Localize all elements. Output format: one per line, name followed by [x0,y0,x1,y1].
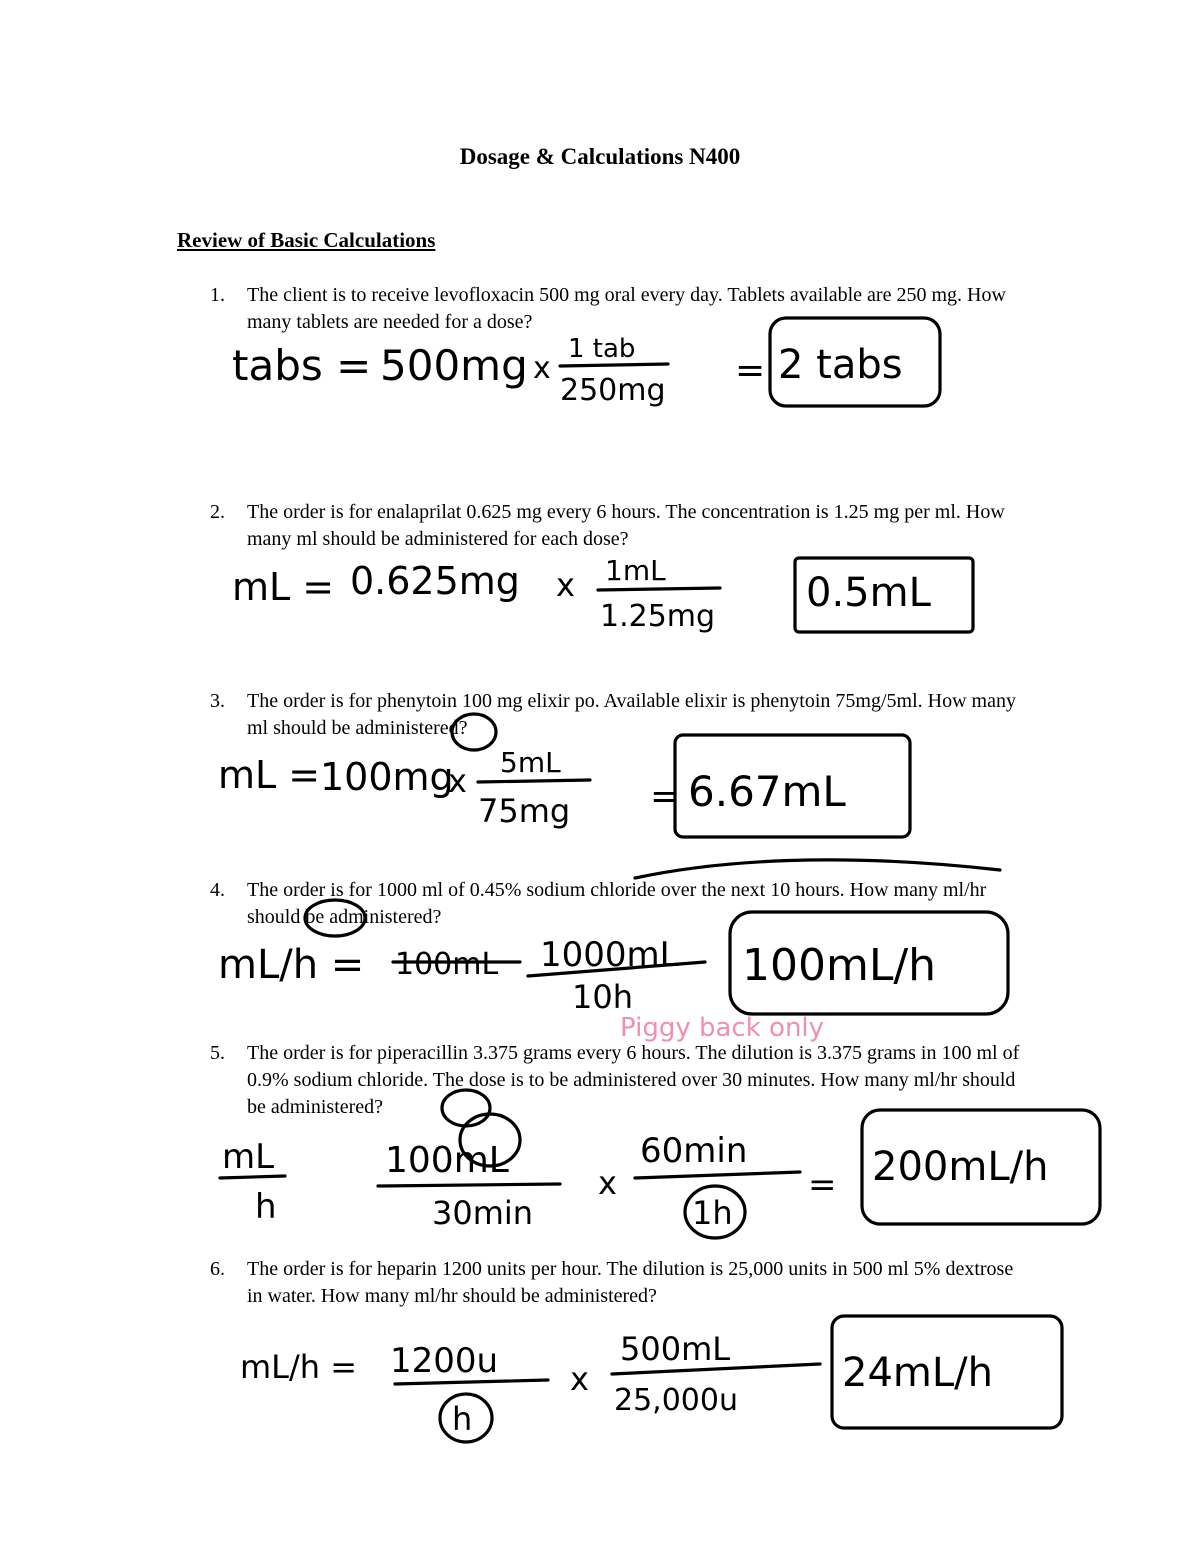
hw-lhs: mL = [218,753,321,797]
hw-cross-line [635,860,1000,878]
question-number: 2. [210,501,225,523]
page-title: Dosage & Calculations N400 [459,144,741,169]
hw-num1: 1200u [390,1341,499,1381]
hw-times: x [556,566,575,604]
answer-work-6 [240,1316,1062,1442]
hw-term: 500mg [380,341,528,390]
hw-equals: = [650,776,681,817]
hw-fraction-bar [598,588,720,590]
hw-fraction-bar [612,1364,820,1374]
question-4 [210,877,1030,931]
hw-times: x [570,1360,589,1398]
hw-denominator: 10h [572,978,633,1016]
hw-den2: 25,000u [614,1383,738,1418]
hw-answer-box [675,735,910,837]
hw-num1: 100mL [385,1140,509,1181]
question-5 [210,1040,1030,1121]
hw-denominator: 250mg [560,373,666,408]
hw-answer-box [862,1110,1100,1224]
hw-denominator: 75mg [478,792,571,830]
hw-num2: 500mL [620,1330,731,1368]
question-number: 6. [210,1258,225,1280]
hw-fraction-bar [395,1380,548,1384]
hw-times: x [598,1164,617,1202]
question-3 [210,688,1030,742]
hw-fraction-bar [378,1184,560,1186]
hw-circle-ml [460,1114,520,1166]
hw-answer: 0.5mL [806,570,931,616]
hw-numerator: 1mL [605,554,666,587]
hw-answer: 100mL/h [742,940,937,991]
hw-lhs-den: h [255,1187,277,1227]
question-2 [210,499,1030,553]
hw-fraction-bar [635,1172,800,1178]
hw-circle-h [440,1394,492,1442]
hw-equals: = [808,1165,837,1205]
section-heading: Review of Basic Calculations [177,228,436,252]
hw-answer: 24mL/h [842,1350,993,1396]
hw-lhs: mL/h = [218,942,365,988]
hw-answer: 200mL/h [872,1144,1049,1190]
hw-num2: 60min [640,1131,748,1171]
question-number: 1. [210,284,225,306]
hw-note: Piggy back only [620,1013,825,1043]
hw-crossed: 100mL [395,947,499,982]
question-text: The order is for 1000 ml of 0.45% sodium chloride over the next 10 hours. How many ml/hr should be administered? [247,879,987,928]
hw-times: x [533,351,551,386]
question-text: The order is for piperacillin 3.375 grams every 6 hours. The dilution is 3.375 grams in 100 ml of 0.9% sodium chloride. The dose is to be administered over 30 minutes. How many ml/hr should be administered? [247,1042,1020,1118]
hw-lhs-num: mL [222,1137,275,1177]
hw-lhs: mL/h = [240,1348,358,1386]
hw-den1: 30min [432,1194,534,1232]
hw-numerator: 1 tab [568,334,636,364]
hw-denominator: 1.25mg [600,599,716,634]
hw-den1: h [452,1400,473,1438]
hw-times: x [448,762,467,800]
hw-answer-box [832,1316,1062,1428]
question-text: The order is for phenytoin 100 mg elixir po. Available elixir is phenytoin 75mg/5ml. How many ml should be administered? [247,690,1016,739]
hw-circle-h [685,1186,745,1238]
hw-answer: 2 tabs [778,342,903,388]
hw-answer-box [795,558,973,632]
hw-lhs: mL = [232,565,335,609]
question-6 [210,1256,1030,1310]
question-text: The order is for heparin 1200 units per hour. The dilution is 25,000 units in 500 ml 5% dextrose in water. How many ml/hr should be administered? [247,1258,1014,1307]
hw-numerator: 1000mL [540,935,679,975]
question-number: 4. [210,879,225,901]
answer-work-2 [232,554,973,634]
hw-term: 0.625mg [350,559,520,603]
hw-lhs: tabs = [232,341,372,390]
question-number: 5. [210,1042,225,1064]
hw-term: 100mg [320,755,454,799]
question-text: The client is to receive levofloxacin 500 mg oral every day. Tablets available are 250 mg. How many tablets are needed for a dose? [247,284,1006,333]
hw-answer: 6.67mL [688,767,846,816]
hw-fraction-bar [220,1176,285,1178]
question-text: The order is for enalaprilat 0.625 mg every 6 hours. The concentration is 1.25 mg per ml. How many ml should be administered for each dose? [247,501,1005,550]
question-number: 3. [210,690,225,712]
hw-fraction-bar [528,962,705,976]
hw-fraction-bar [478,780,590,782]
hw-equals: = [735,350,766,391]
hw-den2: 1h [692,1194,733,1232]
question-1 [210,282,1030,336]
hw-numerator: 5mL [500,746,561,779]
hw-fraction-bar [560,364,668,366]
